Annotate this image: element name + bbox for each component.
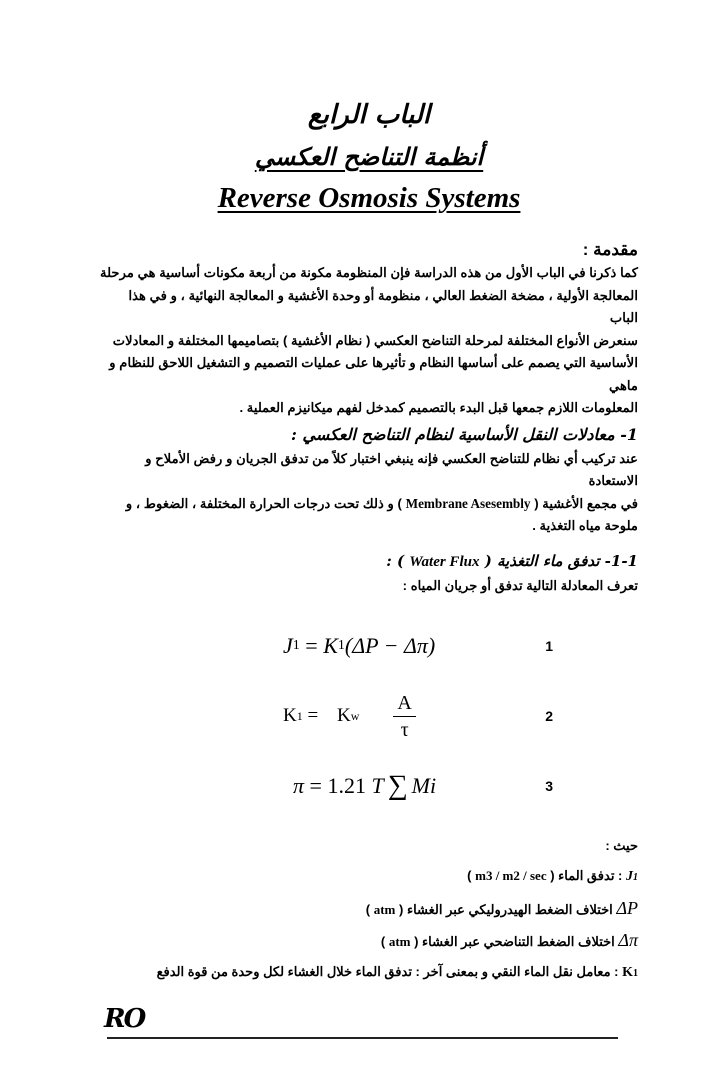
section-line: ملوحة مياه التغذية .: [532, 518, 638, 533]
eq3-mid: = 1.21: [304, 773, 372, 798]
subsection-intro: [100, 575, 638, 598]
intro-heading: مقدمة :: [582, 240, 638, 259]
intro-line: كما ذكرنا في الباب الأول من هذه الدراسة فإن المنظومة مكونة من أربعة مكونات أساسية هي مرحلة: [100, 265, 638, 280]
def-close: ): [467, 868, 472, 883]
def-symbol-main: J: [626, 869, 633, 884]
equation-number-1: 1: [545, 638, 553, 654]
subsection-heading-ar: 1-1- تدفق ماء التغذية (: [484, 551, 638, 570]
subsection-heading-en: Water Flux: [409, 553, 480, 570]
equation-number-3: 3: [545, 778, 553, 794]
def-text: اختلاف الضغط التناضحي عبر الغشاء (: [414, 934, 615, 949]
subsection-intro-text: تعرف المعادلة التالية تدفق أو جريان المياه :: [402, 577, 638, 593]
equation-1: [283, 633, 533, 659]
equation-3: [293, 770, 533, 802]
eq1-rest: (ΔP − Δπ): [344, 633, 436, 658]
section-line-close: ): [397, 495, 402, 511]
subsection-heading: [100, 548, 638, 575]
section-paragraph: [100, 448, 638, 538]
footer-divider: [107, 1037, 618, 1039]
eq3-pi: π: [293, 773, 305, 798]
def-unit: atm: [388, 934, 411, 949]
arabic-title: [100, 140, 638, 174]
footer: [100, 1003, 638, 1039]
equation-row-3: [100, 751, 638, 821]
equation-number-2: 2: [545, 708, 553, 724]
eq2-rhs-sub: w: [350, 708, 360, 723]
eq3-Mi: Mi: [411, 773, 437, 798]
def-unit: atm: [373, 902, 396, 917]
def-symbol-main: K: [622, 965, 633, 980]
def-text: : معامل نقل الماء النقي و بمعنى آخر : تدفق الماء خلال الغشاء لكل وحدة من قوة الدفع: [156, 964, 619, 979]
def-symbol: ΔP: [616, 898, 638, 918]
equation-2: [283, 691, 533, 742]
definition-delta-pi: [100, 925, 638, 957]
english-title: [100, 180, 638, 216]
definitions-heading: حيث :: [605, 838, 638, 853]
eq2-rhs: K: [336, 705, 351, 726]
section-heading: 1- معادلات النقل الأساسية لنظام التناضح العكسي :: [290, 424, 638, 444]
intro-line: الأساسية التي يصمم على أساسها النظام و تأثيرها على عمليات التصميم و التشغيل اللاحق للنظام و ماهي: [109, 355, 638, 393]
membrane-assembly-term: Membrane Asesembly: [405, 495, 531, 511]
equation-row-2: [100, 681, 638, 751]
footer-logo: RO: [104, 1004, 145, 1034]
definition-k1: [100, 957, 638, 989]
def-symbol: [626, 869, 638, 884]
def-text: : تدفق الماء (: [550, 868, 623, 883]
eq1-lhs: J: [283, 633, 293, 658]
definition-delta-p: [100, 893, 638, 925]
definition-j1: [100, 861, 638, 893]
eq2-numerator: A: [393, 691, 415, 717]
section-line-suffix: و ذلك تحت درجات الحرارة المختلفة ، الضغوط ، و: [125, 495, 394, 511]
eq1-k-sub: 1: [337, 638, 345, 653]
section-line: [100, 493, 638, 516]
def-symbol: [622, 965, 638, 980]
intro-line: المعلومات اللازم جمعها قبل البدء بالتصميم كمدخل لفهم ميكانيزم العملية .: [239, 400, 638, 415]
equation-row-1: [100, 611, 638, 681]
eq2-lhs: K: [283, 705, 297, 726]
def-symbol-sub: 1: [633, 872, 638, 883]
subsection-heading-end: ) :: [386, 551, 405, 570]
def-text: اختلاف الضغط الهيدروليكي عبر الغشاء (: [399, 902, 613, 917]
def-close: ): [380, 934, 386, 949]
def-symbol: Δπ: [618, 930, 638, 950]
def-symbol-sub: 1: [633, 968, 638, 979]
eq2-denominator: τ: [400, 718, 409, 741]
section-line: عند تركيب أي نظام للتناضح العكسي فإنه ينبغي اختبار كلاً من تدفق الجريان و رفض الأملاح و الاستعادة: [145, 450, 638, 488]
eq2-lhs-sub: 1: [296, 708, 303, 723]
eq1-lhs-sub: 1: [292, 638, 300, 653]
def-close: ): [365, 902, 371, 917]
arabic-title-text: أنظمة التناضح العكسي: [254, 142, 484, 171]
chapter-title: الباب الرابع: [307, 100, 431, 130]
section-line-prefix: في مجمع الأغشية (: [534, 495, 638, 511]
english-title-text: Reverse Osmosis Systems: [217, 182, 521, 214]
eq1-k: K: [323, 633, 338, 658]
intro-line: سنعرض الأنواع المختلفة لمرحلة التناضح العكسي ( نظام الأغشية ) بتصاميمها المختلفة و المعادلات: [112, 332, 638, 348]
intro-paragraph: [100, 262, 638, 420]
eq1-equals: =: [299, 633, 324, 658]
eq3-sigma: ∑: [387, 770, 408, 801]
def-unit: m3 / m2 / sec: [475, 868, 547, 883]
eq2-fraction: [393, 691, 415, 742]
eq2-equals: =: [302, 705, 323, 726]
intro-line: المعالجة الأولية ، مضخة الضغط العالي ، منظومة أو وحدة الأغشية و المعالجة النهائية ، و في هذا الباب: [128, 287, 638, 325]
eq3-T: T: [371, 773, 384, 798]
